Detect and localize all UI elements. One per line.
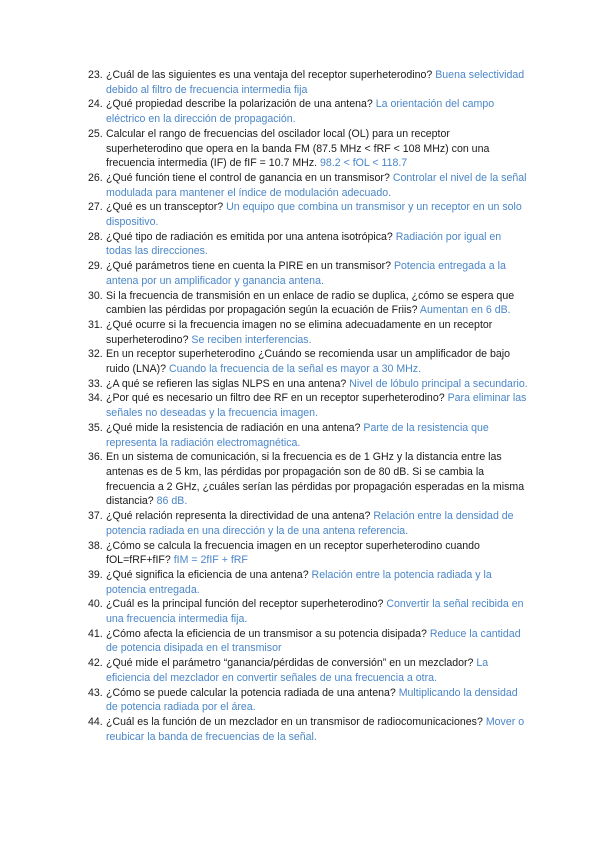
list-item xyxy=(88,391,528,420)
item-number: 32. xyxy=(88,348,103,361)
item-number: 44. xyxy=(88,715,103,728)
answer-text: Cuando la frecuencia de la señal es mayor a 30 MHz. xyxy=(169,363,422,376)
item-number: 42. xyxy=(88,657,103,670)
question-text: En un receptor superheterodino ¿Cuándo se recomienda usar un amplificador de bajo ruido (LNA)? xyxy=(106,348,510,376)
question-list xyxy=(88,68,528,744)
item-number: 36. xyxy=(88,451,103,464)
question-text: ¿Qué mide la resistencia de radiación en una antena? xyxy=(106,421,361,434)
answer-text: Radiación por igual en todas las direcciones. xyxy=(106,230,502,258)
list-item xyxy=(88,259,528,288)
list-item xyxy=(88,230,528,259)
question-text: Calcular el rango de frecuencias del oscilador local (OL) para un receptor superheterodino que opera en la banda FM (87.5 MHz < fRF < 108 MHz) con una frecuencia intermedia (IF) de fIF = 10.7 MHz. xyxy=(106,127,490,170)
answer-text: Buena selectividad debido al filtro de frecuencia intermedia fija xyxy=(106,69,525,96)
item-number: 25. xyxy=(88,127,103,140)
document-page xyxy=(88,68,528,744)
question-text: ¿Qué función tiene el control de ganancia en un transmisor? xyxy=(106,171,390,184)
answer-text: 86 dB. xyxy=(156,495,188,508)
item-number: 39. xyxy=(88,568,103,581)
question-text: ¿Qué propiedad describe la polarización de una antena? xyxy=(106,98,373,111)
list-item xyxy=(88,318,528,347)
answer-text: Controlar el nivel de la señal modulada para mantener el índice de modulación adecuado. xyxy=(106,171,527,199)
item-number: 23. xyxy=(88,69,103,81)
item-number: 29. xyxy=(88,260,103,273)
question-text: ¿Qué ocurre si la frecuencia imagen no se elimina adecuadamente en un receptor superheterodino? xyxy=(106,318,493,346)
answer-text: 98.2 < fOL < 118.7 xyxy=(320,157,408,170)
question-text: ¿Cómo se puede calcular la potencia radiada de una antena? xyxy=(106,686,396,699)
answer-text: Un equipo que combina un transmisor y un receptor en un solo dispositivo. xyxy=(106,201,522,229)
answer-text: Convertir la señal recibida en una frecuencia intermedia fija. xyxy=(106,598,524,626)
question-text: ¿Cuál es la función de un mezclador en un transmisor de radiocomunicaciones? xyxy=(106,715,483,728)
item-number: 26. xyxy=(88,171,103,184)
list-item xyxy=(88,289,528,318)
item-number: 41. xyxy=(88,627,103,640)
item-number: 28. xyxy=(88,230,103,243)
question-text: ¿Cómo se calcula la frecuencia imagen en un receptor superheterodino cuando fOL=fRF+fIF? xyxy=(106,539,480,567)
answer-text: La orientación del campo eléctrico en la dirección de propagación. xyxy=(106,98,495,126)
answer-text: Para eliminar las señales no deseadas y la frecuencia imagen. xyxy=(106,392,527,420)
answer-text: Parte de la resistencia que representa la radiación electromagnética. xyxy=(106,421,489,449)
question-text: ¿Qué tipo de radiación es emitida por una antena isotrópica? xyxy=(106,230,393,243)
list-item xyxy=(88,686,528,715)
item-number: 31. xyxy=(88,318,103,331)
answer-text: fIM = 2fIF + fRF xyxy=(173,554,248,567)
answer-text: Relación entre la densidad de potencia radiada en una dirección y la de una antena referencia. xyxy=(106,510,514,537)
list-item xyxy=(88,377,528,392)
question-text: Si la frecuencia de transmisión en un enlace de radio se duplica, ¿cómo se espera que cambien las pérdidas por propagación según la ecuación de Friis? xyxy=(106,289,515,317)
item-number: 27. xyxy=(88,201,103,214)
list-item xyxy=(88,656,528,685)
list-item xyxy=(88,627,528,656)
item-number: 24. xyxy=(88,98,103,111)
answer-text: Relación entre la potencia radiada y la potencia entregada. xyxy=(106,568,492,596)
list-item xyxy=(88,509,528,538)
list-item xyxy=(88,97,528,126)
list-item xyxy=(88,450,528,509)
item-number: 33. xyxy=(88,377,103,390)
list-item xyxy=(88,568,528,597)
list-item xyxy=(88,539,528,568)
question-text: ¿Cuál de las siguientes es una ventaja del receptor superheterodino? xyxy=(106,69,433,81)
answer-text: Mover o reubicar la banda de frecuencias de la señal. xyxy=(106,715,525,743)
list-item xyxy=(88,347,528,376)
question-text: ¿Qué significa la eficiencia de una antena? xyxy=(106,568,309,581)
question-text: ¿Qué mide el parámetro “ganancia/pérdidas de conversión” en un mezclador? xyxy=(106,657,474,670)
item-number: 35. xyxy=(88,421,103,434)
list-item xyxy=(88,597,528,626)
answer-text: Potencia entregada a la antena por un amplificador y ganancia antena. xyxy=(106,260,506,287)
item-number: 30. xyxy=(88,289,103,302)
answer-text: Nivel de lóbulo principal a secundario. xyxy=(349,377,528,390)
list-item xyxy=(88,715,528,744)
question-text: ¿Qué es un transceptor? xyxy=(106,201,224,214)
item-number: 34. xyxy=(88,392,103,405)
answer-text: Se reciben interferencias. xyxy=(191,333,312,346)
item-number: 38. xyxy=(88,539,103,552)
question-text: ¿Qué parámetros tiene en cuenta la PIRE en un transmisor? xyxy=(106,260,392,273)
question-text: ¿Por qué es necesario un filtro dee RF en un receptor superheterodino? xyxy=(106,392,445,405)
answer-text: Aumentan en 6 dB. xyxy=(419,304,511,317)
item-number: 37. xyxy=(88,510,103,523)
item-number: 43. xyxy=(88,686,103,699)
question-text: ¿Cómo afecta la eficiencia de un transmisor a su potencia disipada? xyxy=(106,627,427,640)
question-text: ¿Cuál es la principal función del receptor superheterodino? xyxy=(106,598,384,611)
answer-text: Multiplicando la densidad de potencia radiada por el área. xyxy=(106,686,518,714)
list-item xyxy=(88,421,528,450)
list-item xyxy=(88,171,528,200)
item-number: 40. xyxy=(88,598,103,611)
question-text: ¿Qué relación representa la directividad de una antena? xyxy=(106,510,371,523)
question-text: En un sistema de comunicación, si la frecuencia es de 1 GHz y la distancia entre las antenas es de 5 km, las pérdidas por propagación son de 80 dB. Si se cambia la frecuencia a 2 GHz, ¿cuáles serían las pérdidas por propagación esperadas en la misma distancia? xyxy=(106,451,525,508)
list-item xyxy=(88,68,528,97)
list-item xyxy=(88,127,528,171)
answer-text: Reduce la cantidad de potencia disipada en el transmisor xyxy=(106,627,521,655)
question-text: ¿A qué se refieren las siglas NLPS en una antena? xyxy=(106,377,347,390)
answer-text: La eficiencia del mezclador en convertir señales de una frecuencia a otra. xyxy=(106,657,489,684)
list-item xyxy=(88,200,528,229)
